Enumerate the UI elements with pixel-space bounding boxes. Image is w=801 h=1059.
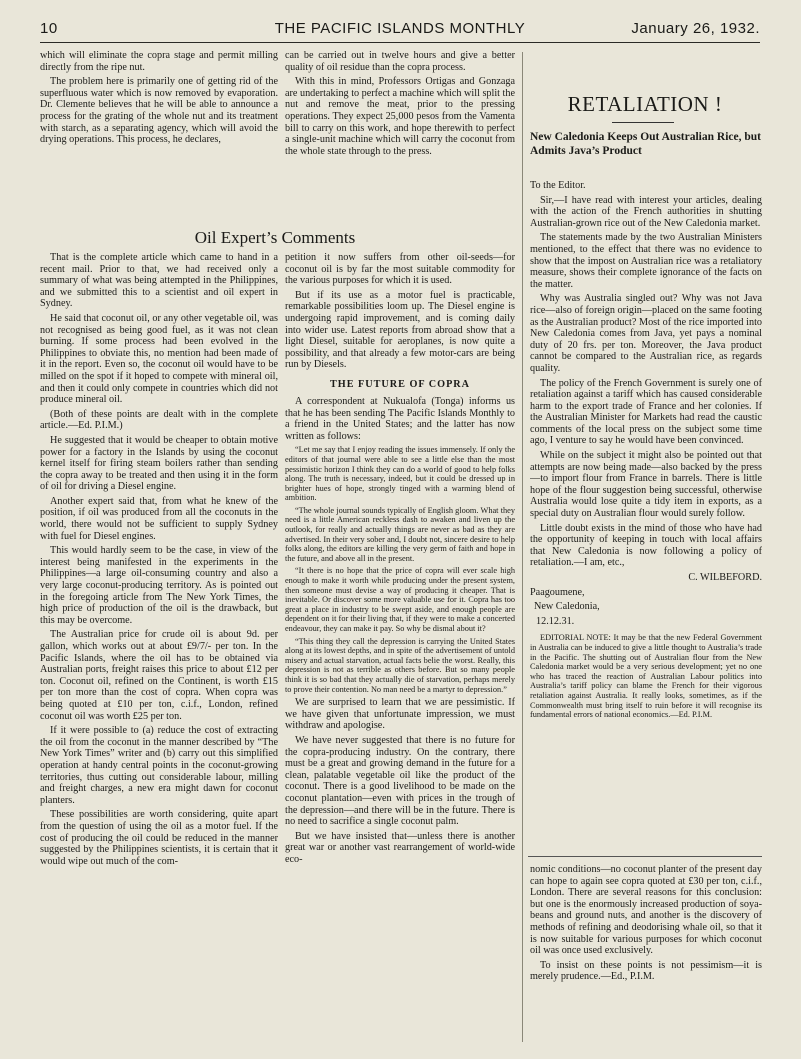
page-number: 10 <box>40 20 58 37</box>
paragraph: petition it now suffers from other oil-seeds—for coconut oil is by far the most suitable commodity for the various purposes for which it is used. <box>285 252 515 287</box>
issue-date: January 26, 1932. <box>631 20 760 37</box>
paragraph: We have never suggested that there is no future for the copra-producing industry. On the contrary, there must be a great and growing demand in the future for a clean, palatable vegetable oil like the product of the coconut. There is a good livelihood to be made on the coconut plantation—even with prices in the trough of the depression—and there will be in the future. There is no need to sacrifice a single coconut palm. <box>285 734 515 828</box>
paragraph: The Australian price for crude oil is about 9d. per gallon, which works out at about £9/7/- per ton. In the Pacific Islands, where the oil has to be obtained via Australian ports, freight raises this price to about £12 per ton. Coconut oil, refined on the Continent, is worth £15 per ton more than the cost of copra. When copra was being quoted at £10 per ton, c.i.f., London, refined coconut oil was worth £25 per ton. <box>40 629 278 722</box>
letter-place: Paagoumene, <box>530 586 585 598</box>
paragraph: Another expert said that, from what he knew of the position, if oil was produced from all the coconuts in the world, there would not be sufficient to supply Sydney with fuel for Diesel engines. <box>40 495 278 542</box>
quote-paragraph: “The whole journal sounds typically of English gloom. What they need is a little American reckless dash to awaken and liven up the outlook, for really and actually things are never as bad as they are advertised. In their very sober and, I doubt not, sincere desire to help folks along, the editors are killing the very germ of faith and hope in the future, and above all in the present. <box>285 505 515 563</box>
copra-conclusion <box>530 864 762 1044</box>
article-continuation-col2 <box>285 50 515 224</box>
paragraph: The statements made by the two Australian Ministers mentioned, to the effect that there was no evidence to show that the impost on Australian rice was a retaliatory measure, shows their complete ignorance of the facts on the matter. <box>530 232 762 290</box>
column-divider <box>522 52 523 1042</box>
paragraph: nomic conditions—no coconut planter of the present day can hope to again see copra quoted at £30 per ton, c.i.f., London. There are several reasons for this conclusion: but one is the enormously increased production of soya-beans and ground nuts, and another is the discovery of methods of refining and deodorising whale oil, so that it is now suitable for various purposes for which coconut oil was once used exclusively. <box>530 864 762 957</box>
oil-expert-col2 <box>285 252 515 1044</box>
paragraph: (Both of these points are dealt with in the complete article.—Ed. P.I.M.) <box>40 408 278 432</box>
paragraph: which will eliminate the copra stage and permit milling directly from the ripe nut. <box>40 50 278 73</box>
publication-title: THE PACIFIC ISLANDS MONTHLY <box>274 20 526 37</box>
oil-expert-heading: Oil Expert’s Comments <box>194 228 356 247</box>
paragraph: Sir,—I have read with interest your articles, dealing with the action of the French authorities in shutting Australian-grown rice out of the New Caledonia market. <box>530 194 762 229</box>
future-of-copra-heading: THE FUTURE OF COPRA <box>329 378 471 390</box>
quote-paragraph: “This thing they call the depression is carrying the United States along at its lowest depths, and in spite of the advertisement of untold misery and actual starvation, actual facts belie the worst. Really, this depression is not as terrible as others before. But so many people think it is so bad that they actually die of starvation, perhaps merely to prove their contention. No man need be a martyr to depression.” <box>285 636 515 694</box>
quote-paragraph: “It there is no hope that the price of copra will ever scale high enough to make it worth while producing under the present system, then someone must devise a way of producing it cheaper. That is inevitable. Or discover some more valuable use for it. Copra has too great a place in industry to be swept aside, and enough people are dependent on it for their living that, if they were to make a concerted endeavour, they can make it pay. So why be dismal about it? <box>285 566 515 633</box>
section-rule <box>528 856 762 857</box>
paragraph: Little doubt exists in the mind of those who have had the opportunity of keeping in touch with local affairs that New Caledonia is now following a policy of retaliation.—I am, etc., <box>530 522 762 569</box>
paragraph: With this in mind, Professors Ortigas and Gonzaga are undertaking to perfect a machine which will split the nut and remove the meat, prior to the pressing operations. They expect 25,000 pesos from the Vamenta bill to carry on this work, and hope therewith to perfect a single-unit machine which will carry the coconut from the whole state through to the press. <box>285 76 515 157</box>
paragraph: Why was Australia singled out? Why was not Java rice—also of foreign origin—placed on the same footing as the Australian product? Most of the rice imported into New Caledonia comes from Java, yet pays a nominal duty of 20 frs. per ton. Moreover, the Java product cannot be compared to the Australian rice, as regards quality. <box>530 293 762 374</box>
oil-expert-col1 <box>40 252 278 1044</box>
paragraph: A correspondent at Nukualofa (Tonga) informs us that he has been sending The Pacific Islands Monthly to a friend in the United States; and the latter has now written as follows: <box>285 395 515 442</box>
paragraph: But we have insisted that—unless there is another great war or another vast rearrangement of world-wide eco- <box>285 830 515 865</box>
paragraph: He suggested that it would be cheaper to obtain motive power for a factory in the Islands by using the coconut kernel itself for firing steam boilers rather than sending the copra away to be treated and then using it in the form of oil for driving a Diesel engine. <box>40 434 278 493</box>
paragraph: The problem here is primarily one of getting rid of the superfluous water which is now removed by evaporation. Dr. Clemente believes that he will be able to announce a process for the grating of the whole nut and its treatment with starch, as a separating agency, which will avoid the drying operations. This process, he declares, <box>40 76 278 146</box>
paragraph: These possibilities are worth considering, quite apart from the question of using the oil as a motor fuel. If the cost of producing the oil could be reduced in the manner suggested by the Philippines scientists, it is certain that it would wipe out much of the com- <box>40 809 278 867</box>
signature: C. WILBEFORD. <box>688 572 762 583</box>
paragraph: The policy of the French Government is surely one of retaliation against a tariff which has caused considerable harm to the export trade of France and her colonies. If the Australian Minister for Markets had read the caustic comments of the local press on the subject some time ago, I venture to say he would have been convinced. <box>530 377 762 447</box>
retaliation-letter <box>530 180 762 850</box>
quote-paragraph: “Let me say that I enjoy reading the issues immensely. If only the editors of that journal were able to see a little else than the most pessimistic horizon I think they can do a world of good to help folks along. The truth is necessary, indeed, but it could be dressed up in brighter hues of hope, strongly tinged with a warming blend of ambition. <box>285 445 515 503</box>
paragraph: This would hardly seem to be the case, in view of the interest being manifested in the experiments in the Philippines—a large oil-consuming country and also a very large coconut-producing territory. As is pointed out in the foregoing article from The New York Times, the high price of production of the oil is the drawback, but this may be overcome. <box>40 545 278 626</box>
salutation: To the Editor. <box>530 180 586 191</box>
paragraph: To insist on these points is not pessimism—it is merely prudence.—Ed., P.I.M. <box>530 959 762 983</box>
paragraph: But if its use as a motor fuel is practicable, remarkable possibilities loom up. The Diesel engine is undergoing rapid improvement, and is coming daily into wider use. Latest reports from abroad show that a light Diesel, suitable for aeroplanes, is now quite a possibility, and that already a few motor-cars are being run by Diesels. <box>285 289 515 371</box>
retaliation-subhead: New Caledonia Keeps Out Australian Rice, but Admits Java’s Product <box>530 131 761 157</box>
title-rule <box>612 122 674 123</box>
page-header <box>40 20 760 42</box>
header-rule <box>40 42 760 43</box>
paragraph: We are surprised to learn that we are pessimistic. If we have given that unfortunate impression, we must withdraw and apologise. <box>285 697 515 732</box>
article-continuation-col1 <box>40 50 278 224</box>
paragraph: can be carried out in twelve hours and give a better quality of oil residue than the copra process. <box>285 50 515 73</box>
paragraph: That is the complete article which came to hand in a recent mail. Prior to that, we had received only a summary of what was being attempted in the Philippines, and we submitted this to a scientist and oil expert in Sydney. <box>40 252 278 310</box>
paragraph: He said that coconut oil, or any other vegetable oil, was not recognised as being good fuel, as it was not clean burning. If some process had been evolved in the Philippines to obviate this, no mention had been made of it in the report. Even so, the coconut oil would have to be milled on the spot if it hoped to compete with mineral oil, and then it could only compete in countries which did not produce mineral oil. <box>40 312 278 406</box>
retaliation-title: RETALIATION ! <box>567 92 723 116</box>
letter-date: 12.12.31. <box>536 615 575 627</box>
paragraph: While on the subject it might also be pointed out that attempts are now being made—also backed by the press—to import flour from France in barrels. There is little hope of the flour suggestion being successful, otherwise Australia would lose quite a tidy item in exports, as a special duty on Australian flour would surely follow. <box>530 450 762 520</box>
paragraph: If it were possible to (a) reduce the cost of extracting the oil from the coconut in the manner described by “The New York Times” writer and (b) carry out this simplified operation at handy central points in the coconut-growing territories, thus cutting out considerable labour, milling and freight charges, a new era might dawn for coconut planters. <box>40 725 278 806</box>
letter-place-2: New Caledonia, <box>534 601 600 613</box>
editorial-note: EDITORIAL NOTE: It may be that the new Federal Government in Australia can be induced to give a little thought to Australia’s trade in the Pacific. The shutting out of Australian flour from the New Caledonia market would be a very serious development; yet no one who has traced the reaction of Australian Labour politics into Australia’s tariff policy can blame the French for their vigorous retaliation against Australia. It really looks, sometimes, as if the Commonwealth must bring itself to ruin before it will recognise its fundamental errors of national economics.—Ed. P.I.M. <box>530 633 762 720</box>
